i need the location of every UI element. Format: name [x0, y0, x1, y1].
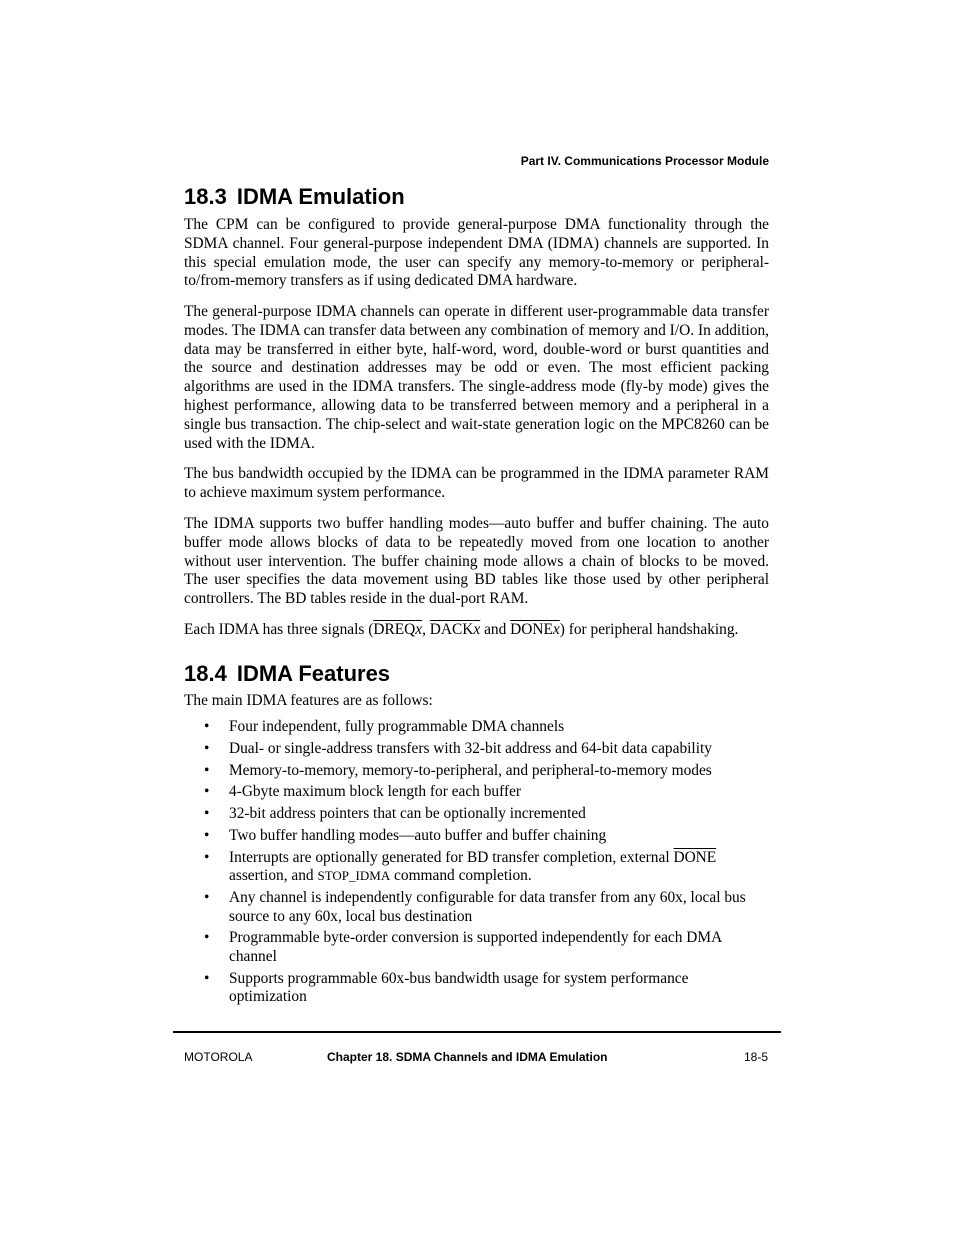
- section-title: IDMA Features: [236, 661, 391, 686]
- bullet-icon: •: [204, 805, 210, 823]
- bullet-icon: •: [204, 889, 210, 907]
- footer-publisher: MOTOROLA: [184, 1050, 253, 1064]
- list-item: • 4-Gbyte maximum block length for each buffer: [204, 783, 522, 801]
- bullet-icon: •: [204, 929, 210, 947]
- paragraph-4: The IDMA supports two buffer handling modes—auto buffer and buffer chaining. The auto buffer mode allows blocks of data to be repeatedly moved from one location to another without user intervention. The buffer chaining mode allows a chain of blocks to be moved. The user specifies the data movement using BD tables like those used by other peripheral controllers. The BD tables reside in the dual-port RAM.: [184, 515, 769, 608]
- bullet-icon: •: [204, 848, 210, 866]
- list-item: • Supports programmable 60x-bus bandwidth usage for system performance optimization: [204, 969, 689, 1006]
- paragraph-5: [184, 621, 769, 640]
- text-run: Each IDMA has three signals (: [184, 621, 374, 638]
- bullet-icon: •: [204, 969, 210, 987]
- footer-chapter-title: Chapter 18. SDMA Channels and IDMA Emulation: [327, 1050, 608, 1064]
- signal-done: DONE: [673, 848, 717, 866]
- features-list: [184, 718, 769, 1010]
- section-18-4-heading: [184, 661, 390, 687]
- footer-rule: [173, 1031, 781, 1033]
- section-number: 18.3: [184, 184, 227, 209]
- bullet-icon: •: [204, 761, 210, 779]
- features-intro: The main IDMA features are as follows:: [184, 692, 433, 709]
- signal-dack: DACKx: [429, 621, 481, 638]
- text-run: ,: [422, 621, 430, 638]
- footer-page-number: 18-5: [743, 1050, 768, 1064]
- bullet-icon: •: [204, 718, 210, 735]
- list-item: • Memory-to-memory, memory-to-peripheral, and peripheral-to-memory modes: [204, 761, 712, 779]
- section-title: IDMA Emulation: [236, 184, 405, 209]
- text-run: ) for peripheral handshaking.: [559, 621, 739, 638]
- list-item: • Any channel is independently configurable for data transfer from any 60x, local bus source to any 60x, local bus destination: [204, 889, 746, 925]
- section-number: 18.4: [184, 661, 227, 686]
- section-18-3-heading: [184, 184, 405, 210]
- list-item: • Programmable byte-order conversion is supported independently for each DMA channel: [204, 929, 722, 965]
- bullet-icon: •: [204, 826, 210, 844]
- list-item: • Interrupts are optionally generated for BD transfer completion, external DONE assertion, and STOP_IDMA command completion.: [204, 848, 717, 885]
- list-item: • Four independent, fully programmable DMA channels: [204, 718, 565, 735]
- paragraph-3: The bus bandwidth occupied by the IDMA can be programmed in the IDMA parameter RAM to achieve maximum system performance.: [184, 465, 769, 501]
- text-run: and: [480, 621, 511, 638]
- signal-dreq: DREQx: [373, 621, 423, 638]
- list-item: • Two buffer handling modes—auto buffer and buffer chaining: [204, 826, 607, 844]
- list-item: • 32-bit address pointers that can be optionally incremented: [204, 805, 586, 823]
- bullet-icon: •: [204, 739, 210, 757]
- signal-done: DONEx: [510, 621, 560, 638]
- paragraph-2: The general-purpose IDMA channels can operate in different user-programmable data transfer modes. The IDMA can transfer data between any combination of memory and I/O. In addition, data may be transferred in either byte, half-word, word, double-word or burst quantities and the source and destination addresses may be odd or even. The most efficient packing algorithms are used in the IDMA transfers. The single-address mode (fly-by mode) gives the highest performance, allowing data to be transferred between memory and a peripheral in a single bus transaction. The chip-select and wait-state generation logic on the MPC8260 can be used with the IDMA.: [184, 303, 769, 452]
- paragraph-1: The CPM can be configured to provide general-purpose DMA functionality through the SDMA channel. Four general-purpose independent DMA (IDMA) channels are supported. In this special emulation mode, the user can specify any memory-to-memory or peripheral-to/from-memory transfers as if using dedicated DMA hardware.: [184, 216, 769, 290]
- running-head: Part IV. Communications Processor Module: [520, 154, 769, 168]
- bullet-icon: •: [204, 783, 210, 801]
- command-stop-idma: STOP_IDMA: [317, 868, 391, 884]
- list-item: • Dual- or single-address transfers with 32-bit address and 64-bit data capability: [204, 739, 712, 757]
